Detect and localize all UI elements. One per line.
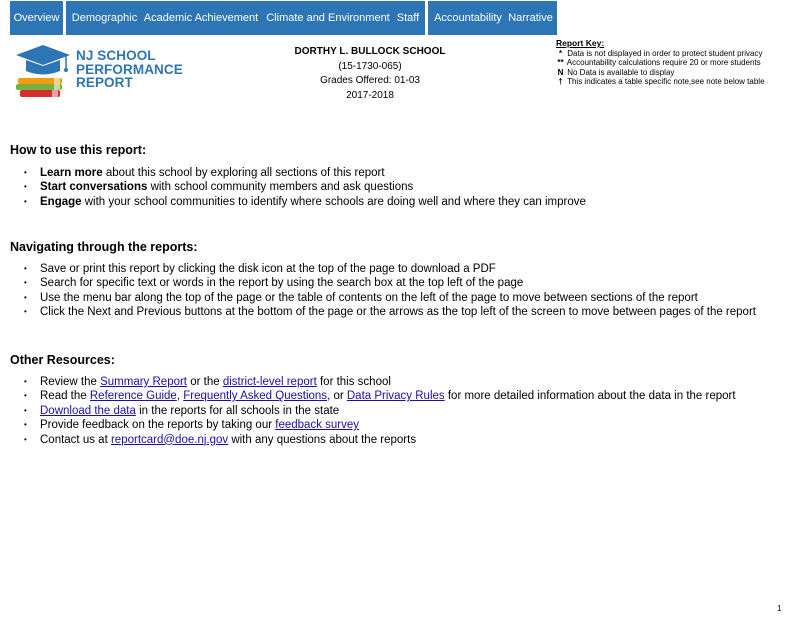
item-text: Provide feedback on the reports by taking our (40, 419, 276, 432)
item-text: Review the (40, 376, 101, 388)
other-resources-list (22, 375, 782, 447)
item-text: Contact us at (40, 433, 111, 446)
item-text: Read the (40, 390, 90, 403)
key-symbol: † (558, 77, 563, 86)
logo-line-1: NJ SCHOOL (76, 48, 156, 63)
tab-climate-and-environment[interactable]: Climate and Environment (260, 1, 396, 35)
navigating-heading: Navigating through the reports: (10, 240, 198, 254)
list-item (22, 389, 782, 403)
grades-offered: Grades Offered: 01-03 (320, 75, 420, 86)
item-bold: Start conversations (40, 181, 148, 194)
tab-overview[interactable]: Overview (10, 1, 63, 35)
list-item (22, 166, 782, 180)
list-item (22, 433, 782, 447)
feedback-survey-link[interactable]: feedback survey (275, 419, 360, 432)
list-item: • Save or print this report by clicking the disk icon at the top of the page to download a PDF (22, 262, 782, 276)
other-resources-heading: Other Resources: (10, 353, 115, 367)
district-level-report-link[interactable]: district-level report (222, 376, 317, 388)
tab-accountability[interactable]: Accountability (428, 1, 508, 35)
school-info (270, 45, 470, 103)
item-text: for this school (316, 376, 391, 388)
item-text: , or (327, 390, 347, 403)
key-text: This indicates a table specific note,see note below table (567, 77, 765, 86)
logo-wordmark (76, 49, 183, 90)
reference-guide-link[interactable]: Reference Guide (89, 390, 177, 403)
key-text: Accountability calculations require 20 or more students (566, 58, 761, 67)
graduation-cap-books-icon (14, 40, 76, 100)
contact-email-link[interactable]: reportcard@doe.nj.gov (110, 433, 229, 446)
report-key-title: Report Key: (556, 38, 605, 48)
item-text: with any questions about the reports (228, 433, 417, 446)
tab-narrative[interactable]: Narrative (504, 1, 557, 35)
data-privacy-rules-link[interactable]: Data Privacy Rules (346, 390, 445, 403)
item-text: with school community members and ask questions (147, 181, 414, 194)
report-key-row (556, 58, 796, 68)
item-bold: Learn more (40, 167, 103, 179)
list-item (22, 418, 782, 432)
key-symbol: * (558, 48, 563, 58)
item-text: , (176, 390, 184, 403)
list-item (22, 404, 782, 418)
logo-line-2: PERFORMANCE (76, 61, 183, 77)
school-name: DORTHY L. BULLOCK SCHOOL (294, 46, 446, 57)
tab-demographic[interactable]: Demographic (66, 1, 143, 35)
list-item: • Click the Next and Previous buttons at the bottom of the page or the arrows as the top left of the screen to move between pages of the report (22, 305, 782, 319)
report-key (556, 39, 796, 87)
page-number: 1 (777, 604, 782, 613)
how-to-use-heading: How to use this report: (10, 143, 147, 157)
report-key-row (556, 68, 796, 78)
download-data-link[interactable]: Download the data (40, 404, 136, 417)
item-text: with your school communities to identify where schools are doing well and where they can improve (81, 195, 586, 208)
tab-staff[interactable]: Staff (391, 1, 425, 35)
school-code: (15-1730-065) (338, 60, 402, 72)
item-text: or the (187, 376, 223, 388)
key-text: No Data is available to display (567, 67, 675, 77)
list-item: • Search for specific text or words in the report by using the search box at the top left of the page (22, 276, 782, 290)
key-symbol: ** (557, 58, 564, 67)
list-item (22, 375, 782, 389)
nj-school-performance-report-logo (14, 40, 184, 100)
list-item (22, 180, 782, 194)
logo-line-3: REPORT (76, 75, 133, 90)
report-key-row (556, 49, 796, 59)
item-text: in the reports for all schools in the state (135, 404, 340, 417)
navigating-list (22, 262, 782, 320)
report-key-row (556, 77, 796, 87)
summary-report-link[interactable]: Summary Report (100, 376, 188, 388)
school-year: 2017-2018 (346, 89, 394, 101)
item-bold: Engage (40, 195, 82, 208)
faq-link[interactable]: Frequently Asked Questions (183, 390, 328, 403)
list-item (22, 195, 782, 209)
how-to-use-list (22, 166, 782, 209)
key-text: Data is not displayed in order to protect student privacy (567, 48, 763, 58)
key-symbol: N (557, 67, 564, 77)
item-text: about this school by exploring all sections of this report (102, 167, 385, 179)
list-item: • Use the menu bar along the top of the page or the table of contents on the left of the page to move between sections of the report (22, 291, 782, 305)
tab-academic-achievement[interactable]: Academic Achievement (139, 1, 263, 35)
item-text: for more detailed information about the data in the report (444, 390, 736, 403)
